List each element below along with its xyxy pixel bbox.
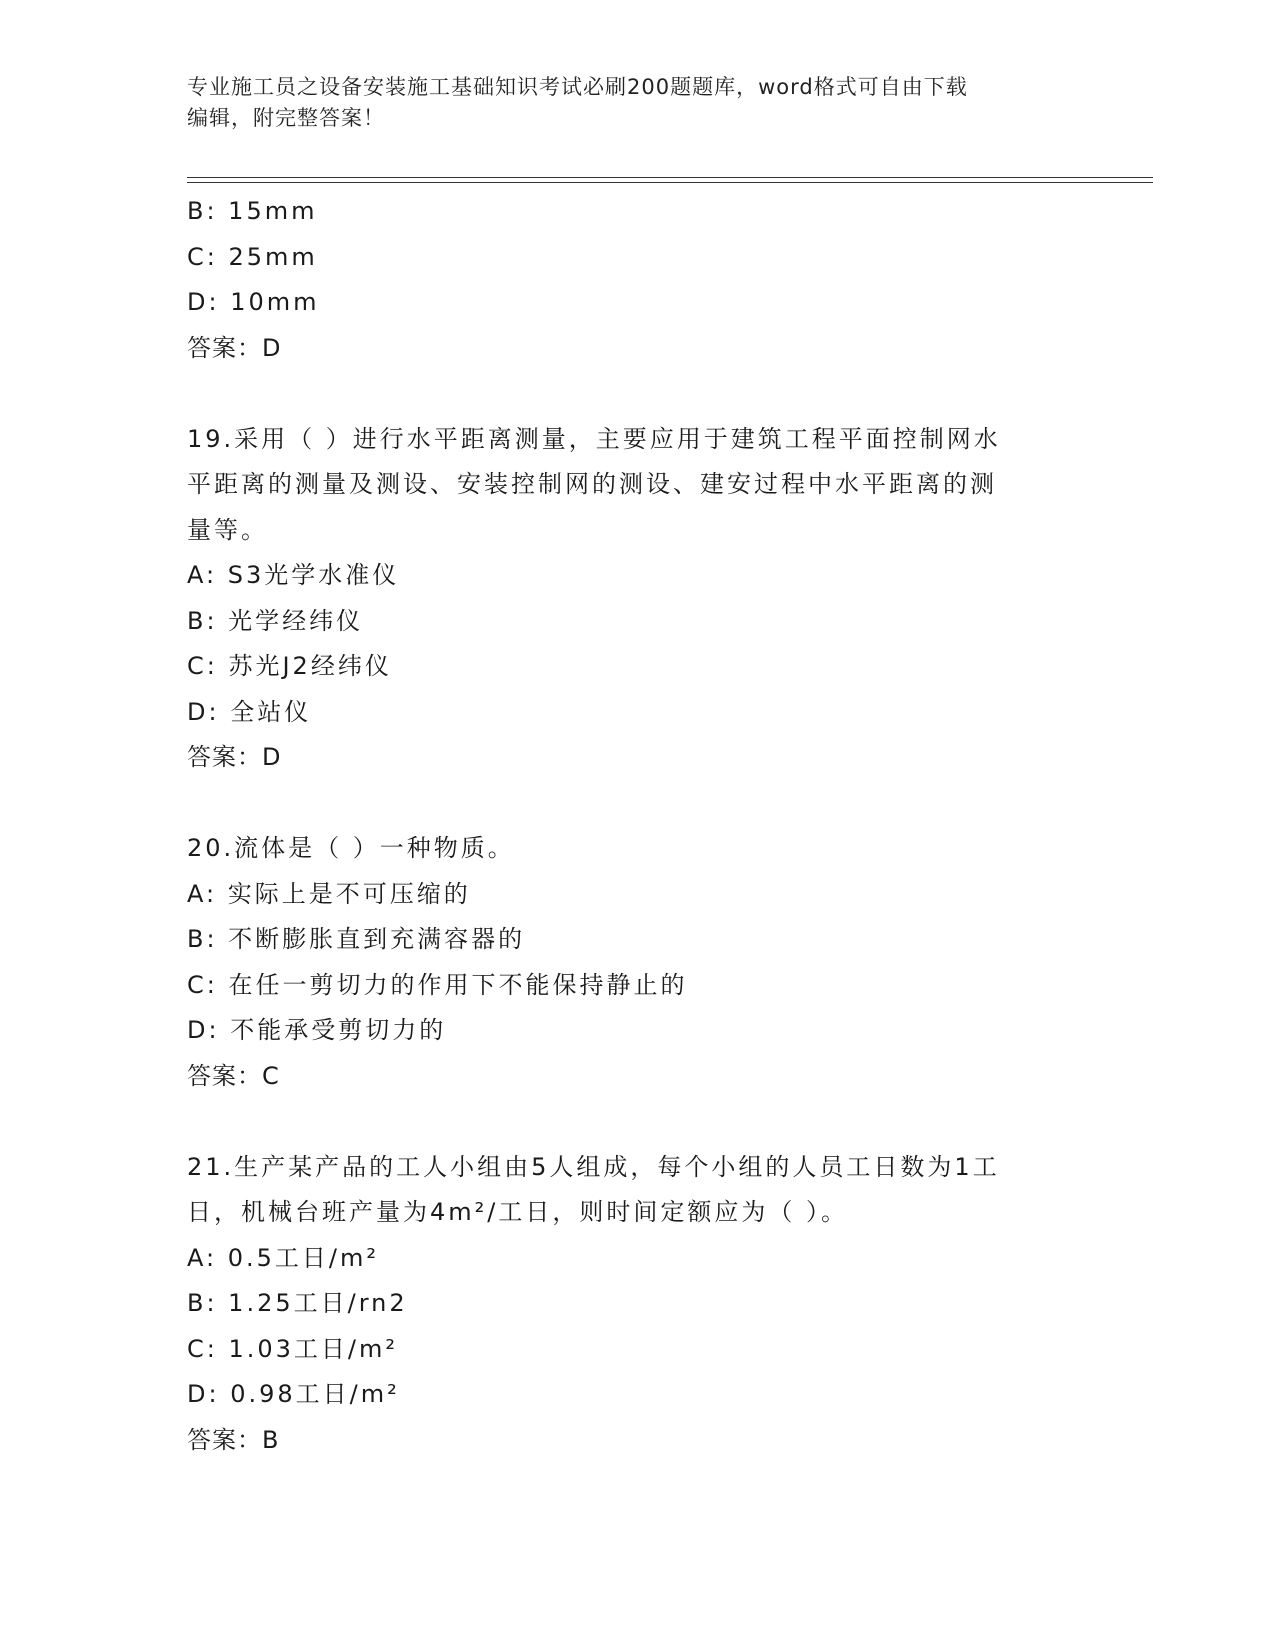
q21-stem-line-2: 日，机械台班产量为4m²/工日，则时间定额应为（ ）。	[187, 1198, 848, 1226]
q21-option-c: C: 1.03工日/m²	[187, 1334, 398, 1363]
header-divider-top	[187, 177, 1153, 178]
q21-stem-line-1: 21.生产某产品的工人小组由5人组成，每个小组的人员工日数为1工	[187, 1152, 1000, 1181]
answer-value: B	[262, 1425, 279, 1454]
header-divider-bottom	[187, 182, 1153, 183]
answer-label: 答案：	[187, 1061, 262, 1090]
spacer	[187, 781, 1067, 827]
q18-option-c: C: 25mm	[187, 242, 318, 271]
header-title-line-1: 专业施工员之设备安装施工基础知识考试必刷200题题库，word格式可自由下载	[187, 75, 968, 99]
q18-option-d: D: 10mm	[187, 288, 320, 316]
q21-option-b: B: 1.25工日/rn2	[187, 1289, 408, 1317]
q19-option-d: D: 全站仪	[187, 697, 312, 726]
q18-answer	[187, 326, 1067, 372]
q19-option-c: C: 苏光J2经纬仪	[187, 652, 392, 680]
q20-answer	[187, 1054, 1067, 1100]
q19-answer	[187, 735, 1067, 781]
q19-option-b: B: 光学经纬仪	[187, 606, 364, 635]
q18-option-b: B: 15mm	[187, 197, 318, 225]
q19-option-a: A: S3光学水准仪	[187, 561, 400, 589]
q20-stem-line-1: 20.流体是（ ）一种物质。	[187, 834, 515, 862]
q20-option-d: D: 不能承受剪切力的	[187, 1016, 447, 1044]
answer-label: 答案：	[187, 333, 262, 362]
q21-answer	[187, 1418, 1067, 1464]
q19-stem-line-1: 19.采用（ ）进行水平距离测量，主要应用于建筑工程平面控制网水	[187, 424, 1001, 453]
question-list	[187, 189, 1067, 1463]
spacer	[187, 1099, 1067, 1145]
spacer	[187, 371, 1067, 417]
question-20	[187, 826, 1067, 1099]
q21-option-d: D: 0.98工日/m²	[187, 1380, 400, 1408]
question-21	[187, 1145, 1067, 1464]
q20-option-c: C: 在任一剪切力的作用下不能保持静止的	[187, 970, 688, 999]
answer-value: C	[262, 1061, 279, 1090]
answer-label: 答案：	[187, 743, 262, 771]
q19-stem-line-3: 量等。	[187, 515, 268, 544]
header-title-line-2: 编辑，附完整答案！	[187, 106, 385, 130]
q21-option-a: A: 0.5工日/m²	[187, 1243, 379, 1272]
answer-label: 答案：	[187, 1425, 262, 1454]
q20-option-b: B: 不断膨胀直到充满容器的	[187, 925, 526, 953]
q20-option-a: A: 实际上是不可压缩的	[187, 879, 471, 908]
answer-value: D	[262, 743, 281, 771]
question-18	[187, 189, 1067, 371]
answer-value: D	[262, 333, 281, 362]
document-header	[187, 72, 1067, 134]
q19-stem-line-2: 平距离的测量及测设、安装控制网的测设、建安过程中水平距离的测	[187, 470, 997, 498]
question-19	[187, 417, 1067, 781]
